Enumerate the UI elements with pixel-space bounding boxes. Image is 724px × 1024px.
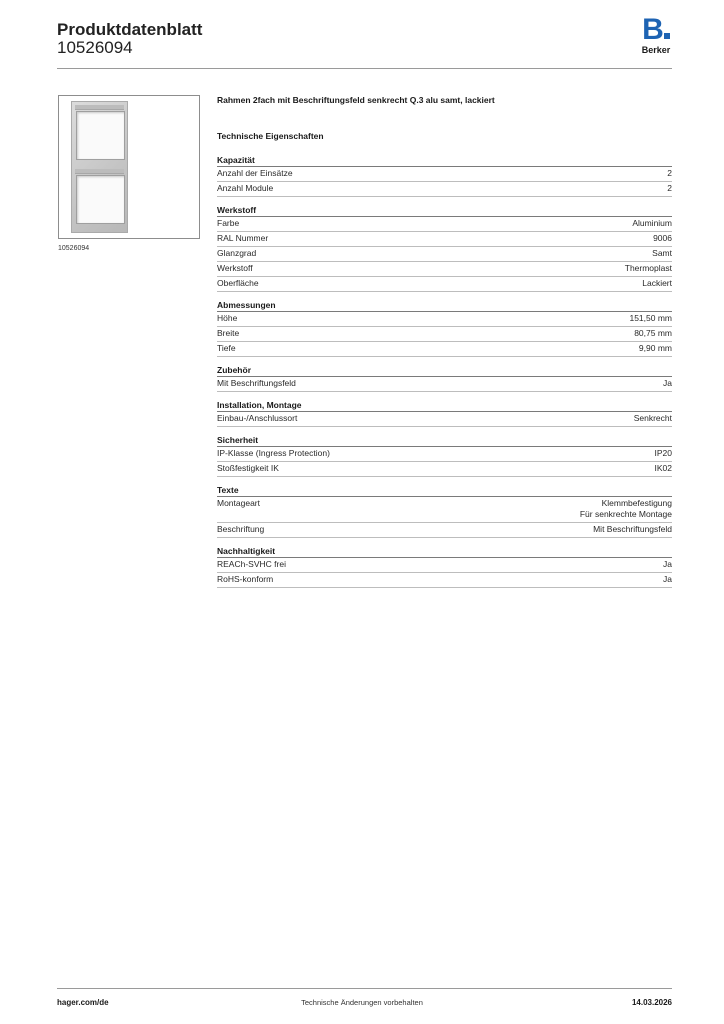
- property-row: [217, 523, 672, 538]
- section-heading: Abmessungen: [217, 300, 672, 312]
- property-row: [217, 182, 672, 197]
- property-value: [642, 278, 672, 289]
- property-label: Mit Beschriftungsfeld: [217, 378, 296, 388]
- property-value-line: 2: [667, 168, 672, 178]
- property-value: [663, 378, 672, 389]
- property-value-line: IP20: [654, 448, 672, 458]
- section: [217, 155, 672, 197]
- property-value-line: 2: [667, 183, 672, 193]
- property-value-line: Lackiert: [642, 278, 672, 288]
- property-value-line: Senkrecht: [633, 413, 672, 423]
- property-value-line: Mit Beschriftungsfeld: [593, 524, 672, 534]
- property-value-line: Ja: [663, 559, 672, 569]
- property-label: Anzahl Module: [217, 183, 274, 193]
- property-label: IP-Klasse (Ingress Protection): [217, 448, 330, 458]
- property-value: [667, 183, 672, 194]
- property-row: [217, 217, 672, 232]
- property-value-line: IK02: [654, 463, 672, 473]
- section: [217, 485, 672, 538]
- logo-letter: B: [638, 16, 674, 44]
- property-value: [639, 343, 672, 354]
- footer-divider: [57, 988, 672, 989]
- property-row: [217, 247, 672, 262]
- property-label: Höhe: [217, 313, 238, 323]
- property-value: [663, 559, 672, 570]
- property-value: [634, 328, 672, 339]
- section: [217, 300, 672, 357]
- property-value-line: 9,90 mm: [638, 343, 672, 353]
- property-value-line: 80,75 mm: [634, 328, 672, 338]
- berker-logo: [638, 13, 674, 55]
- property-row: [217, 558, 672, 573]
- property-value-line: Samt: [652, 248, 672, 258]
- image-caption: 10526094: [58, 245, 90, 252]
- property-label: Farbe: [217, 218, 240, 228]
- section-heading: Sicherheit: [217, 435, 672, 447]
- page-title: Produktdatenblatt: [57, 20, 203, 39]
- property-value-line: 9006: [653, 233, 672, 243]
- section-heading: Zubehör: [217, 365, 672, 377]
- property-row: [217, 573, 672, 588]
- property-row: [217, 447, 672, 462]
- property-value-line: Klemmbefestigung: [601, 498, 672, 508]
- property-value-line: 151,50 mm: [629, 313, 672, 323]
- property-value: [655, 463, 673, 474]
- property-label: RAL Nummer: [217, 233, 269, 243]
- footer-date: 14.03.2026: [631, 998, 672, 1007]
- property-row: [217, 312, 672, 327]
- property-row: [217, 497, 672, 523]
- property-value-line: Für senkrechte Montage: [579, 509, 672, 519]
- property-label: Einbau-/Anschlussort: [217, 413, 298, 423]
- product-title: Rahmen 2fach mit Beschriftungsfeld senkrecht Q.3 alu samt, lackiert: [217, 95, 495, 105]
- header-divider: [57, 68, 672, 69]
- property-label: Breite: [217, 328, 240, 338]
- property-row: [217, 462, 672, 477]
- section: [217, 400, 672, 427]
- section: [217, 205, 672, 292]
- section: [217, 546, 672, 588]
- property-label: Montageart: [217, 498, 260, 508]
- property-row: [217, 262, 672, 277]
- property-label: Tiefe: [217, 343, 236, 353]
- property-label: RoHS-konform: [217, 574, 274, 584]
- property-label: Stoßfestigkeit IK: [217, 463, 279, 473]
- footer-notice: Technische Änderungen vorbehalten: [301, 998, 423, 1007]
- property-value: [625, 263, 672, 274]
- property-sections: [217, 155, 672, 588]
- property-row: [217, 232, 672, 247]
- property-value: [634, 413, 672, 424]
- section-heading: Kapazität: [217, 155, 672, 167]
- property-label: Beschriftung: [217, 524, 265, 534]
- article-number: 10526094: [57, 38, 133, 57]
- property-value: [667, 168, 672, 179]
- property-value: [593, 524, 672, 535]
- property-value-line: Thermoplast: [624, 263, 672, 273]
- property-value: [653, 233, 672, 244]
- property-label: REACh-SVHC frei: [217, 559, 286, 569]
- property-value: [629, 313, 672, 324]
- property-row: [217, 412, 672, 427]
- property-value: [663, 574, 672, 585]
- property-row: [217, 342, 672, 357]
- property-value: [580, 498, 672, 520]
- property-label: Oberfläche: [217, 278, 259, 288]
- property-row: [217, 277, 672, 292]
- section: [217, 365, 672, 392]
- property-label: Werkstoff: [217, 263, 253, 273]
- section: [217, 435, 672, 477]
- property-value-line: Aluminium: [632, 218, 672, 228]
- property-row: [217, 327, 672, 342]
- tech-heading: Technische Eigenschaften: [217, 131, 324, 141]
- section-heading: Werkstoff: [217, 205, 672, 217]
- property-value-line: Ja: [663, 574, 672, 584]
- section-heading: Installation, Montage: [217, 400, 672, 412]
- product-image: [58, 95, 200, 239]
- footer-website[interactable]: hager.com/de: [57, 998, 109, 1007]
- logo-text: Berker: [641, 45, 671, 55]
- property-value: [632, 218, 672, 229]
- property-label: Anzahl der Einsätze: [217, 168, 293, 178]
- property-row: [217, 167, 672, 182]
- section-heading: Nachhaltigkeit: [217, 546, 672, 558]
- property-value: [655, 448, 673, 459]
- frame-illustration: [71, 101, 128, 233]
- datasheet-content: [217, 95, 672, 596]
- property-row: [217, 377, 672, 392]
- section-heading: Texte: [217, 485, 672, 497]
- property-label: Glanzgrad: [217, 248, 257, 258]
- property-value-line: Ja: [663, 378, 672, 388]
- property-value: [652, 248, 672, 259]
